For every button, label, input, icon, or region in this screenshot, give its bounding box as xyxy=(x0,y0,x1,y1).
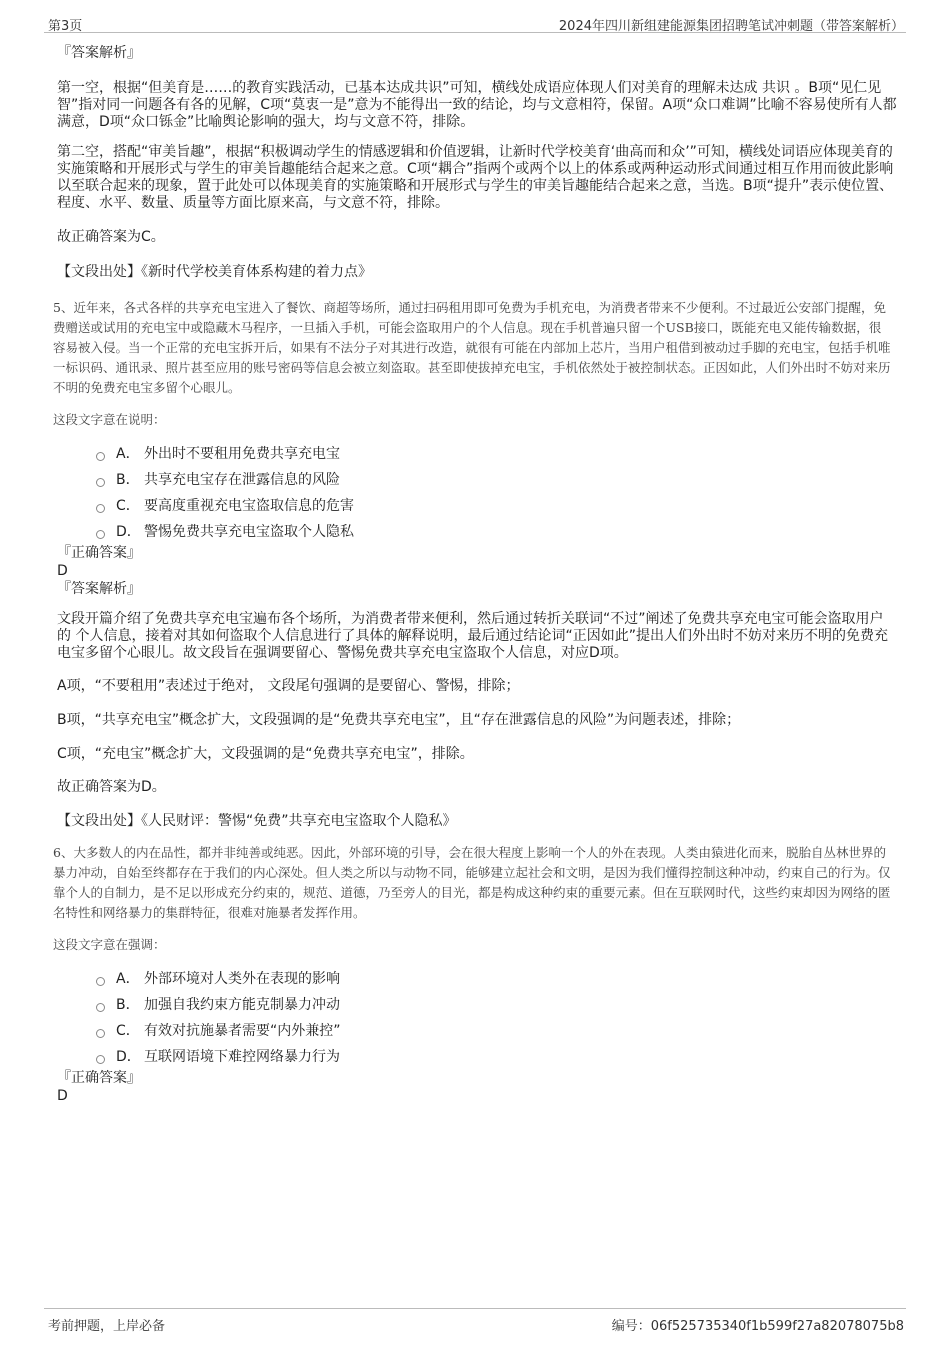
radio-icon[interactable] xyxy=(96,1003,105,1012)
option-letter: C． xyxy=(116,498,140,514)
option-text: 互联网语境下难控网络暴力行为 xyxy=(144,1049,340,1065)
radio-icon[interactable] xyxy=(96,1029,105,1038)
option-list xyxy=(57,965,897,1069)
correct-answer: D xyxy=(57,1088,68,1104)
footer-slogan: 考前押题，上岸必备 xyxy=(48,1319,166,1334)
option-list xyxy=(57,440,897,544)
option-text: 加强自我约束方能克制暴力冲动 xyxy=(144,997,340,1013)
option-b[interactable] xyxy=(57,466,897,492)
option-text: 外出时不要租用免费共享充电宝 xyxy=(144,446,340,462)
question-text: 5、近年来，各式各样的共享充电宝进入了餐饮、商超等场所，通过扫码租用即可免费为手机充电，为消费者带来不少便利。不过最近公安部门提醒，免费赠送或试用的充电宝中或隐藏木马程序，一旦插入手机，可能会盗取用户的个人信息。现在手机普遍只留一个USB接口，既能充电又能传输数据，很容易被入侵。当一个正常的充电宝拆开后，如果有不法分子对其进行改造，就很有可能在内部加上芯片，当用户租借到被动过手脚的充电宝，包括手机唯一标识码、通讯录、照片甚至应用的账号密码等信息会被立刻盗取。甚至即使拔掉充电宝，手机依然处于被控制状态。正因如此，人们外出时不妨对来历不明的免费充电宝多留个心眼儿。 xyxy=(53,300,891,395)
page-footer xyxy=(44,1308,906,1333)
option-c[interactable] xyxy=(57,492,897,518)
correct-answer: D xyxy=(57,563,68,579)
analysis-paragraph: B项，“共享充电宝”概念扩大，文段强调的是“免费共享充电宝”，且“存在泄露信息的风险”为问题表述，排除； xyxy=(57,712,741,728)
option-text: 要高度重视充电宝盗取信息的危害 xyxy=(144,498,354,514)
question-prompt: 这段文字意在强调： xyxy=(53,937,166,952)
source-citation: 【文段出处】《新时代学校美育体系构建的着力点》 xyxy=(57,264,372,280)
analysis-paragraph: 文段开篇介绍了免费共享充电宝遍布各个场所，为消费者带来便利，然后通过转折关联词“不过”阐述了免费共享充电宝可能会盗取用户 的 个人信息，接着对其如何盗取个人信息进行了具体的解释说明，最后通过结论词“正因如此”提出人们外出时不妨对来历不明的免费充电宝多留个心眼儿。故文段旨在强调要留心、警惕免费共享充电宝盗取个人信息，对应D项。 xyxy=(57,611,888,661)
option-d[interactable] xyxy=(57,518,897,544)
page-content xyxy=(53,44,897,1105)
radio-icon[interactable] xyxy=(96,530,105,539)
radio-icon[interactable] xyxy=(96,977,105,986)
option-letter: B． xyxy=(116,472,140,488)
source-citation: 【文段出处】《人民财评：警惕“免费”共享充电宝盗取个人隐私》 xyxy=(57,813,457,829)
radio-icon[interactable] xyxy=(96,478,105,487)
option-d[interactable] xyxy=(57,1043,897,1069)
option-letter: D． xyxy=(116,1049,141,1065)
analysis-heading: 『答案解析』 xyxy=(57,581,141,597)
document-code: 编号：06f525735340f1b599f27a82078075b8 xyxy=(611,1319,904,1334)
page-header xyxy=(44,10,906,33)
analysis-heading: 『答案解析』 xyxy=(57,45,141,61)
option-letter: A． xyxy=(116,446,140,462)
radio-icon[interactable] xyxy=(96,1055,105,1064)
question-text: 6、大多数人的内在品性，都并非纯善或纯恶。因此，外部环境的引导，会在很大程度上影响一个人的外在表现。人类由猿进化而来，脱胎自丛林世界的暴力冲动，自始至终都存在于我们的内心深处。但人类之所以与动物不同，能够建立起社会和文明，是因为我们懂得控制这种冲动，约束自己的行为。仅靠个人的自制力，是不足以形成充分约束的，规范、道德，乃至旁人的目光，都是构成这种约束的重要元素。但在互联网时代，这些约束却因为网络的匿名特性和网络暴力的集群特征，很难对施暴者发挥作用。 xyxy=(53,845,891,920)
question-prompt: 这段文字意在说明： xyxy=(53,412,166,427)
option-text: 有效对抗施暴者需要“内外兼控” xyxy=(144,1023,341,1039)
option-letter: B． xyxy=(116,997,140,1013)
analysis-paragraph: 第一空，根据“但美育是……的教育实践活动，已基本达成共识”可知，横线处成语应体现人们对美育的理解未达成 共识 。B项“见仁见智”指对同一问题各有各的见解，C项“莫衷一是”意为不能得出一致的结论，均与文意相符，保留。A项“众口难调”比喻不容易使所有人都满意，D项“众口铄金”比喻舆论影响的强大，均与文意不符，排除。 xyxy=(57,80,897,130)
radio-icon[interactable] xyxy=(96,452,105,461)
analysis-paragraph: 第二空，搭配“审美旨趣”，根据“积极调动学生的情感逻辑和价值逻辑，让新时代学校美育‘曲高而和众’”可知，横线处词语应体现美育的实施策略和开展形式与学生的审美旨趣能结合起来之意。C项“耦合”指两个或两个以上的体系或两种运动形式间通过相互作用而彼此影响以至联合起来的现象，置于此处可以体现美育的实施策略和开展形式与学生的审美旨趣能结合起来之意，当选。B项“提升”表示使位置、程度、水平、数量、质量等方面比原来高，与文意不符，排除。 xyxy=(57,144,894,211)
option-a[interactable] xyxy=(57,965,897,991)
analysis-paragraph: A项，“不要租用”表述过于绝对， 文段尾句强调的是要留心、警惕，排除； xyxy=(57,678,520,694)
option-letter: C． xyxy=(116,1023,140,1039)
analysis-paragraph: C项，“充电宝”概念扩大，文段强调的是“免费共享充电宝”，排除。 xyxy=(57,746,474,762)
option-text: 警惕免费共享充电宝盗取个人隐私 xyxy=(144,524,354,540)
page-number: 第3页 xyxy=(48,19,83,34)
correct-answer-heading: 『正确答案』 xyxy=(57,1070,141,1086)
option-b[interactable] xyxy=(57,991,897,1017)
radio-icon[interactable] xyxy=(96,504,105,513)
correct-answer-heading: 『正确答案』 xyxy=(57,545,141,561)
option-letter: A． xyxy=(116,971,140,987)
option-text: 外部环境对人类外在表现的影响 xyxy=(144,971,340,987)
answer-conclusion: 故正确答案为D。 xyxy=(57,779,166,795)
option-letter: D． xyxy=(116,524,141,540)
answer-conclusion: 故正确答案为C。 xyxy=(57,229,165,245)
document-title: 2024年四川新组建能源集团招聘笔试冲刺题（带答案解析） xyxy=(558,19,904,34)
option-text: 共享充电宝存在泄露信息的风险 xyxy=(144,472,340,488)
option-a[interactable] xyxy=(57,440,897,466)
option-c[interactable] xyxy=(57,1017,897,1043)
